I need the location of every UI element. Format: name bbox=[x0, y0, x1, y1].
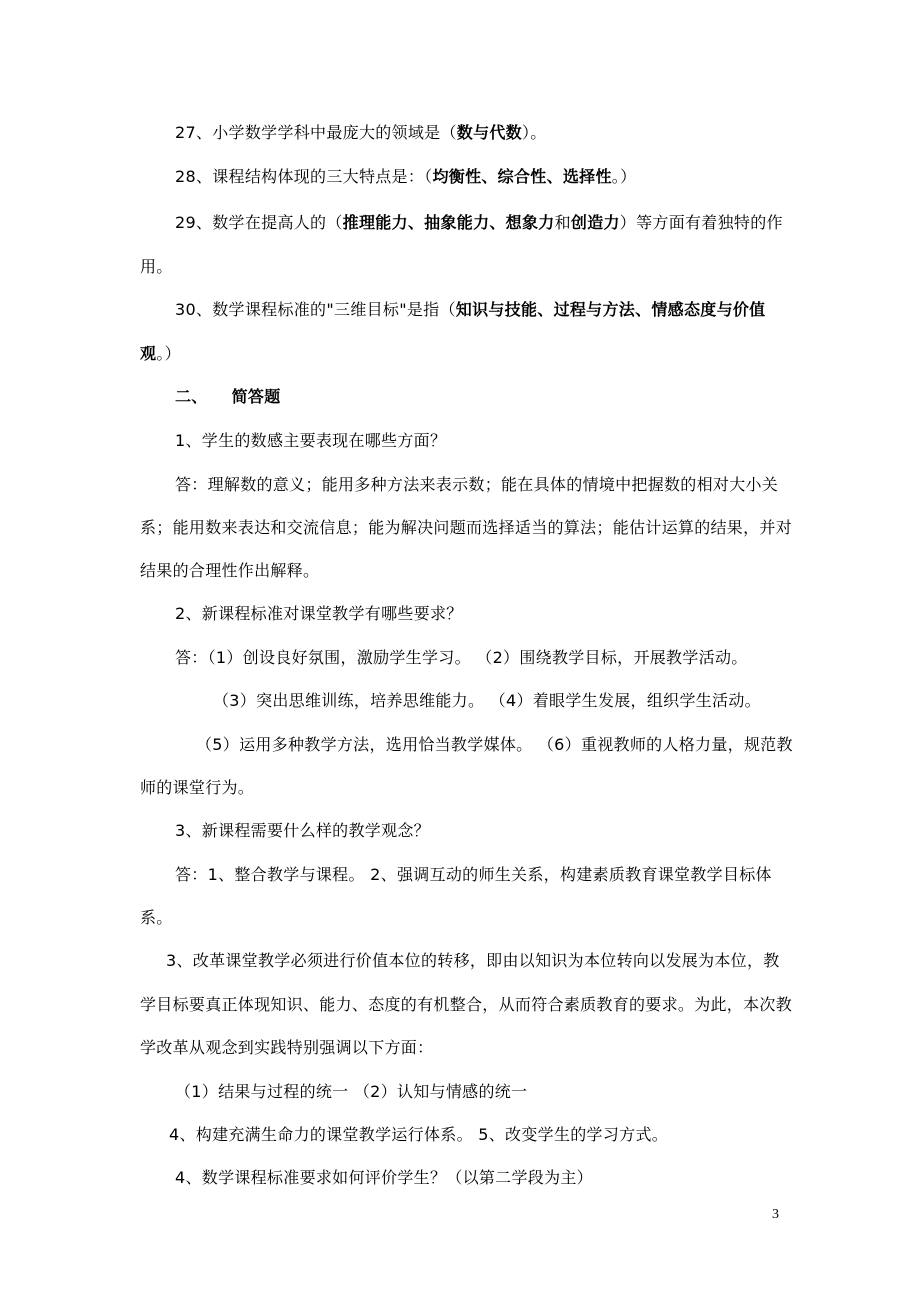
question-28: 28、课程结构体现的三大特点是：（均衡性、综合性、选择性。） bbox=[175, 167, 637, 186]
section-title: 简答题 bbox=[231, 387, 281, 406]
question-30: 30、数学课程标准的"三维目标"是指（知识与技能、过程与方法、情感态度与价值 bbox=[175, 300, 766, 319]
question-29: 29、数学在提高人的（推理能力、抽象能力、想象力和创造力）等方面有着独特的作 bbox=[175, 213, 783, 232]
short-question-1: 1、学生的数感主要表现在哪些方面？ bbox=[175, 431, 447, 450]
answer-3-line3: 3、改革课堂教学必须进行价值本位的转移，即由以知识为本位转向以发展为本位，教 bbox=[166, 951, 780, 970]
section-number: 二、 bbox=[175, 387, 208, 406]
short-question-3: 3、新课程需要什么样的教学观念？ bbox=[175, 821, 430, 840]
answer-3-line7: 4、构建充满生命力的课堂教学运行体系。 5、改变学生的学习方式。 bbox=[169, 1125, 669, 1144]
question-30-line2: 观。） bbox=[140, 344, 181, 363]
answer-1-line3: 结果的合理性作出解释。 bbox=[140, 561, 320, 580]
answer-1-line1: 答：理解数的意义；能用多种方法来表示数；能在具体的情境中把握数的相对大小关 bbox=[175, 475, 779, 494]
answer-2-line4: 师的课堂行为。 bbox=[140, 778, 255, 797]
question-29-line2: 用。 bbox=[140, 257, 173, 276]
answer-27: 数与代数 bbox=[456, 123, 522, 142]
answer-2-line3: （5）运用多种教学方法，选用恰当教学媒体。 （6）重视教师的人格力量，规范教 bbox=[196, 735, 793, 754]
page-number: 3 bbox=[772, 1207, 779, 1222]
short-question-2: 2、新课程标准对课堂教学有哪些要求？ bbox=[175, 604, 463, 623]
section-heading bbox=[175, 386, 281, 408]
short-question-4: 4、数学课程标准要求如何评价学生？（以第二学段为主） bbox=[175, 1168, 593, 1187]
answer-30: 知识与技能、过程与方法、情感态度与价值 bbox=[455, 300, 766, 319]
answer-29-part2: 创造力 bbox=[570, 213, 620, 232]
answer-28: 均衡性、综合性、选择性 bbox=[432, 167, 612, 186]
answer-3-line6: （1）结果与过程的统一 （2）认知与情感的统一 bbox=[175, 1082, 528, 1101]
answer-29-part1: 推理能力、抽象能力、想象力 bbox=[342, 213, 555, 232]
answer-3-line4: 学目标要真正体现知识、能力、态度的有机整合，从而符合素质教育的要求。为此，本次教 bbox=[140, 995, 793, 1014]
answer-3-line5: 学改革从观念到实践特别强调以下方面： bbox=[140, 1038, 434, 1057]
answer-2-line1: 答：（1）创设良好氛围，激励学生学习。 （2）围绕教学目标，开展教学活动。 bbox=[175, 648, 748, 667]
answer-3-line2: 系。 bbox=[140, 908, 173, 927]
answer-2-line2: （3）突出思维训练，培养思维能力。 （4）着眼学生发展，组织学生活动。 bbox=[213, 691, 761, 710]
question-27: 27、小学数学学科中最庞大的领域是（数与代数）。 bbox=[175, 123, 547, 142]
answer-3-line1: 答：1、整合教学与课程。 2、强调互动的师生关系，构建素质教育课堂教学目标体 bbox=[175, 865, 772, 884]
answer-1-line2: 系；能用数来表达和交流信息；能为解决问题而选择适当的算法；能估计运算的结果，并对 bbox=[140, 518, 793, 537]
